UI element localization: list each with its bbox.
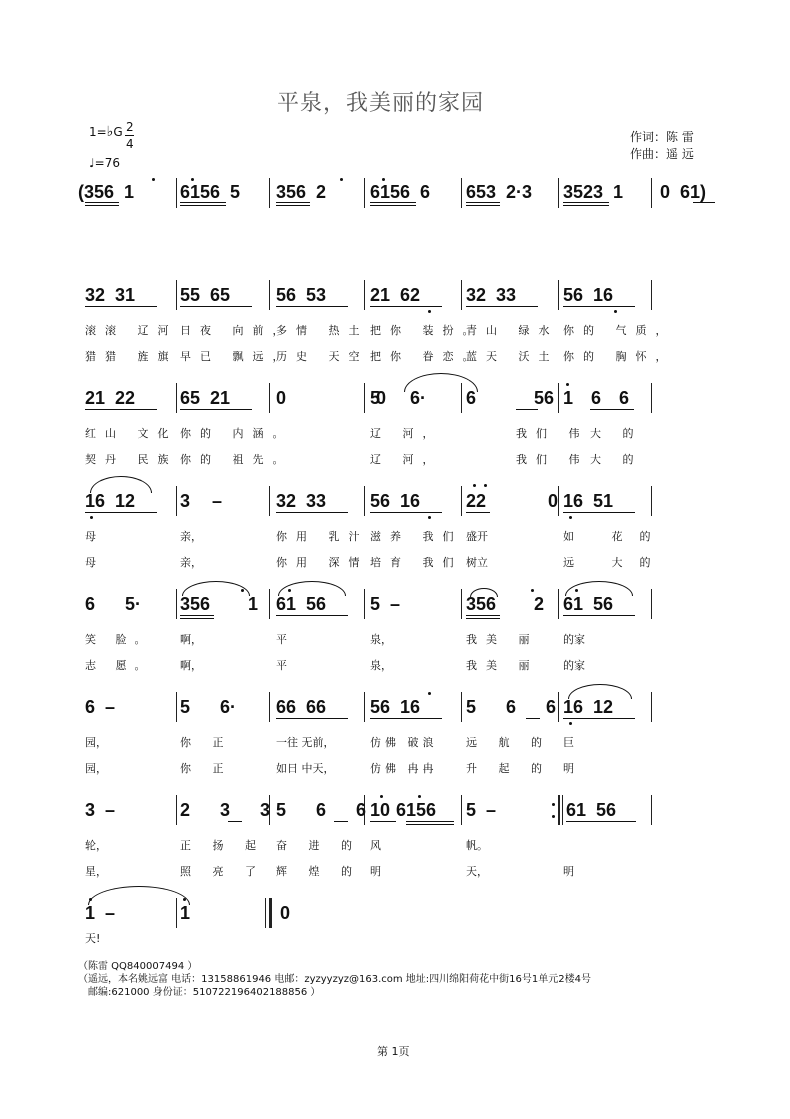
barline bbox=[176, 589, 177, 619]
lyric-verse-2: 如日 中天， bbox=[276, 762, 335, 775]
barline bbox=[176, 692, 177, 722]
measure: 21 22 bbox=[85, 388, 136, 408]
contact-author: （陈雷 QQ840007494 ） bbox=[78, 961, 198, 972]
time-signature-bottom: 4 bbox=[126, 137, 134, 151]
barline bbox=[461, 280, 462, 310]
lyric-verse-2: 照 亮 了 bbox=[180, 865, 265, 878]
lyric-verse-1: 日夜 向前， bbox=[180, 324, 293, 337]
lyric-verse-1: 天! bbox=[85, 932, 101, 945]
lyric-verse-1: 风 bbox=[370, 839, 381, 852]
lyric-verse-1: 正 扬 起 bbox=[180, 839, 265, 852]
lyric-verse-1: 一往 无前， bbox=[276, 736, 335, 749]
lyric-verse-1: 泉， bbox=[370, 633, 392, 646]
measure: 6 5· bbox=[85, 594, 142, 614]
lyric-verse-1: 我们 伟 bbox=[516, 427, 589, 440]
slur bbox=[404, 373, 478, 392]
barline bbox=[364, 280, 365, 310]
lyric-verse-2: 历史 天空 bbox=[276, 350, 369, 363]
barline bbox=[651, 178, 652, 208]
lyric-verse-2: 培育 我们 bbox=[370, 556, 463, 569]
barline bbox=[651, 692, 652, 722]
barline bbox=[269, 280, 270, 310]
barline bbox=[364, 178, 365, 208]
barline bbox=[461, 486, 462, 516]
measure: 56 16 bbox=[370, 697, 421, 717]
lyric-verse-1: 如 花的 bbox=[563, 530, 668, 543]
measure: 5 6 6 bbox=[276, 800, 367, 820]
slur bbox=[470, 588, 498, 597]
lyric-verse-2: 星， bbox=[85, 865, 107, 878]
lyric-verse-2: 远 大的 bbox=[563, 556, 668, 569]
lyric-verse-1: 你的 气质， bbox=[563, 324, 676, 337]
lyric-verse-2: 早已 飘远， bbox=[180, 350, 293, 363]
measure: 5 6· bbox=[370, 388, 427, 408]
barline bbox=[364, 589, 365, 619]
barline bbox=[651, 486, 652, 516]
barline bbox=[461, 795, 462, 825]
measure: 1 – bbox=[85, 903, 116, 923]
repeat-dot bbox=[552, 803, 555, 806]
lyric-verse-1: 的家 bbox=[563, 633, 585, 646]
measure: 5 6· bbox=[180, 697, 237, 717]
lyric-verse-2: 明 bbox=[563, 762, 574, 775]
lyric-verse-1: 青山 绿水 bbox=[466, 324, 559, 337]
repeat-dot bbox=[552, 815, 555, 818]
measure: (356 1 bbox=[78, 182, 135, 202]
lyric-verse-2: 母 bbox=[85, 556, 96, 569]
lyric-verse-2: 辉 煌 的 bbox=[276, 865, 361, 878]
measure: 6156 6 bbox=[370, 182, 431, 202]
lyric-verse-1: 滚滚 辽河 bbox=[85, 324, 178, 337]
lyric-verse-1: 大 的 bbox=[590, 427, 643, 440]
measure: 3 – bbox=[180, 491, 223, 511]
barline bbox=[176, 280, 177, 310]
measure: 6156 5 bbox=[180, 182, 241, 202]
barline bbox=[558, 280, 559, 310]
lyric-verse-2: 天， bbox=[466, 865, 488, 878]
measure: 5 6 6 bbox=[466, 697, 557, 717]
lyric-verse-1: 盛开 bbox=[466, 530, 488, 543]
lyric-verse-2: 升 起 的 bbox=[466, 762, 551, 775]
lyric-verse-1: 亲， bbox=[180, 530, 202, 543]
measure: 5 – bbox=[370, 594, 401, 614]
measure: 0 0 bbox=[276, 388, 387, 408]
lyric-verse-1: 远 航 的 bbox=[466, 736, 551, 749]
lyric-verse-2: 把你 眷恋。 bbox=[370, 350, 483, 363]
slur bbox=[88, 886, 190, 905]
lyric-verse-2: 猎猎 旌旗 bbox=[85, 350, 178, 363]
lyric-verse-1: 多情 热土 bbox=[276, 324, 369, 337]
measure: 16 12 bbox=[85, 491, 136, 511]
repeat-barline bbox=[562, 795, 563, 825]
measure: 22 0 bbox=[466, 491, 559, 511]
barline bbox=[269, 589, 270, 619]
lyric-verse-1: 笑 脸。 bbox=[85, 633, 154, 646]
barline bbox=[364, 692, 365, 722]
barline bbox=[269, 486, 270, 516]
barline bbox=[651, 280, 652, 310]
lyric-verse-1: 你用 乳汁 bbox=[276, 530, 369, 543]
lyric-verse-2: 明 bbox=[370, 865, 381, 878]
lyric-verse-2: 园， bbox=[85, 762, 107, 775]
barline bbox=[558, 178, 559, 208]
measure: 653 2·3 bbox=[466, 182, 533, 202]
barline bbox=[651, 795, 652, 825]
lyricist-credit: 作词：陈 雷 bbox=[630, 130, 694, 144]
slur bbox=[90, 476, 152, 493]
lyric-verse-2: 你的 祖先。 bbox=[180, 453, 293, 466]
composer-credit: 作曲：遥 远 bbox=[630, 147, 694, 161]
measure: 61 56 bbox=[563, 594, 614, 614]
lyric-verse-1: 你的 内涵。 bbox=[180, 427, 293, 440]
measure: 56 16 bbox=[563, 285, 614, 305]
page-number: 第 1页 bbox=[377, 1045, 410, 1058]
measure: 55 65 bbox=[180, 285, 231, 305]
lyric-verse-2: 我们 伟 bbox=[516, 453, 589, 466]
lyric-verse-2: 泉， bbox=[370, 659, 392, 672]
time-signature-line bbox=[125, 135, 134, 136]
lyric-verse-2: 树立 bbox=[466, 556, 488, 569]
lyric-verse-1: 平 bbox=[276, 633, 287, 646]
lyric-verse-2: 契丹 民族 bbox=[85, 453, 178, 466]
lyric-verse-1: 我美 丽 bbox=[466, 633, 539, 646]
lyric-verse-2: 平 bbox=[276, 659, 287, 672]
measure: 3523 1 bbox=[563, 182, 624, 202]
lyric-verse-1: 巨 bbox=[563, 736, 574, 749]
measure: 5 – bbox=[466, 800, 497, 820]
song-title: 平泉，我美丽的家园 bbox=[277, 91, 485, 116]
measure: 16 51 bbox=[563, 491, 614, 511]
barline bbox=[461, 692, 462, 722]
measure: 32 33 bbox=[276, 491, 327, 511]
barline bbox=[176, 795, 177, 825]
time-signature-top: 2 bbox=[126, 120, 134, 134]
measure: 6 – bbox=[85, 697, 116, 717]
repeat-barline bbox=[558, 795, 560, 825]
tempo-marking: ♩=76 bbox=[89, 156, 120, 170]
lyric-verse-2: 蓝天 沃土 bbox=[466, 350, 559, 363]
measure: 356 1 bbox=[180, 594, 259, 614]
lyric-verse-1: 轮， bbox=[85, 839, 107, 852]
measure: 56 53 bbox=[276, 285, 327, 305]
measure: 2 3 3 bbox=[180, 800, 271, 820]
measure: 0 61) bbox=[660, 182, 707, 202]
lyric-verse-1: 母 bbox=[85, 530, 96, 543]
lyric-verse-1: 帆。 bbox=[466, 839, 488, 852]
barline bbox=[364, 486, 365, 516]
lyric-verse-2: 明 bbox=[563, 865, 574, 878]
lyric-verse-2: 的家 bbox=[563, 659, 585, 672]
lyric-verse-2: 辽 河， bbox=[370, 453, 443, 466]
measure: 21 62 bbox=[370, 285, 421, 305]
slur bbox=[568, 684, 632, 699]
lyric-verse-1: 红山 文化 bbox=[85, 427, 178, 440]
measure: 356 2 bbox=[276, 182, 327, 202]
lyric-verse-1: 你 正 bbox=[180, 736, 233, 749]
barline bbox=[558, 383, 559, 413]
lyric-verse-2: 仿佛 冉冉 bbox=[370, 762, 438, 775]
barline bbox=[461, 178, 462, 208]
measure: 61 56 bbox=[566, 800, 617, 820]
measure: 32 33 bbox=[466, 285, 517, 305]
measure: 356 2 bbox=[466, 594, 545, 614]
barline bbox=[269, 383, 270, 413]
barline bbox=[269, 178, 270, 208]
lyric-verse-1: 奋 进 的 bbox=[276, 839, 361, 852]
measure: 16 12 bbox=[563, 697, 614, 717]
lyric-verse-1: 园， bbox=[85, 736, 107, 749]
contact-postcode: 邮编:621000 身份证：510722196402188856 ） bbox=[88, 987, 321, 998]
measure: 61 56 bbox=[276, 594, 327, 614]
lyric-verse-2: 志 愿。 bbox=[85, 659, 154, 672]
measure: 1 6 6 bbox=[563, 388, 630, 408]
lyric-verse-2: 你 正 bbox=[180, 762, 233, 775]
lyric-verse-2: 啊， bbox=[180, 659, 202, 672]
measure: 1 0 bbox=[180, 903, 291, 923]
barline bbox=[176, 178, 177, 208]
lyric-verse-2: 你用 深情 bbox=[276, 556, 369, 569]
slur bbox=[182, 581, 250, 596]
barline bbox=[176, 486, 177, 516]
barline bbox=[558, 589, 559, 619]
barline bbox=[558, 692, 559, 722]
barline bbox=[269, 692, 270, 722]
barline bbox=[176, 383, 177, 413]
quarter-note-icon: ♩ bbox=[89, 156, 95, 170]
lyric-verse-2: 大 的 bbox=[590, 453, 643, 466]
measure: 10 6156 bbox=[370, 800, 437, 820]
measure: 65 21 bbox=[180, 388, 231, 408]
lyric-verse-2: 你的 胸怀， bbox=[563, 350, 676, 363]
lyric-verse-2: 我美 丽 bbox=[466, 659, 539, 672]
measure: 66 66 bbox=[276, 697, 327, 717]
lyric-verse-1: 辽 河， bbox=[370, 427, 443, 440]
barline bbox=[558, 486, 559, 516]
lyric-verse-1: 把你 装扮。 bbox=[370, 324, 483, 337]
lyric-verse-1: 啊， bbox=[180, 633, 202, 646]
key-signature: 1=♭G bbox=[89, 124, 123, 140]
barline bbox=[461, 589, 462, 619]
measure: 56 16 bbox=[370, 491, 421, 511]
measure: 6 56 bbox=[466, 388, 555, 408]
barline bbox=[651, 589, 652, 619]
contact-composer: （遥远，本名姚远富 电话：13158861946 电邮：zyzyyzyz@163.com 地址:四川绵阳荷花中街16号1单元2楼4号 bbox=[78, 974, 591, 985]
lyric-verse-2: 亲， bbox=[180, 556, 202, 569]
lyric-verse-1: 滋养 我们 bbox=[370, 530, 463, 543]
measure: 3 – bbox=[85, 800, 116, 820]
flat-sign: ♭ bbox=[106, 124, 114, 140]
lyric-verse-1: 仿佛 破浪 bbox=[370, 736, 438, 749]
measure: 32 31 bbox=[85, 285, 136, 305]
barline bbox=[651, 383, 652, 413]
